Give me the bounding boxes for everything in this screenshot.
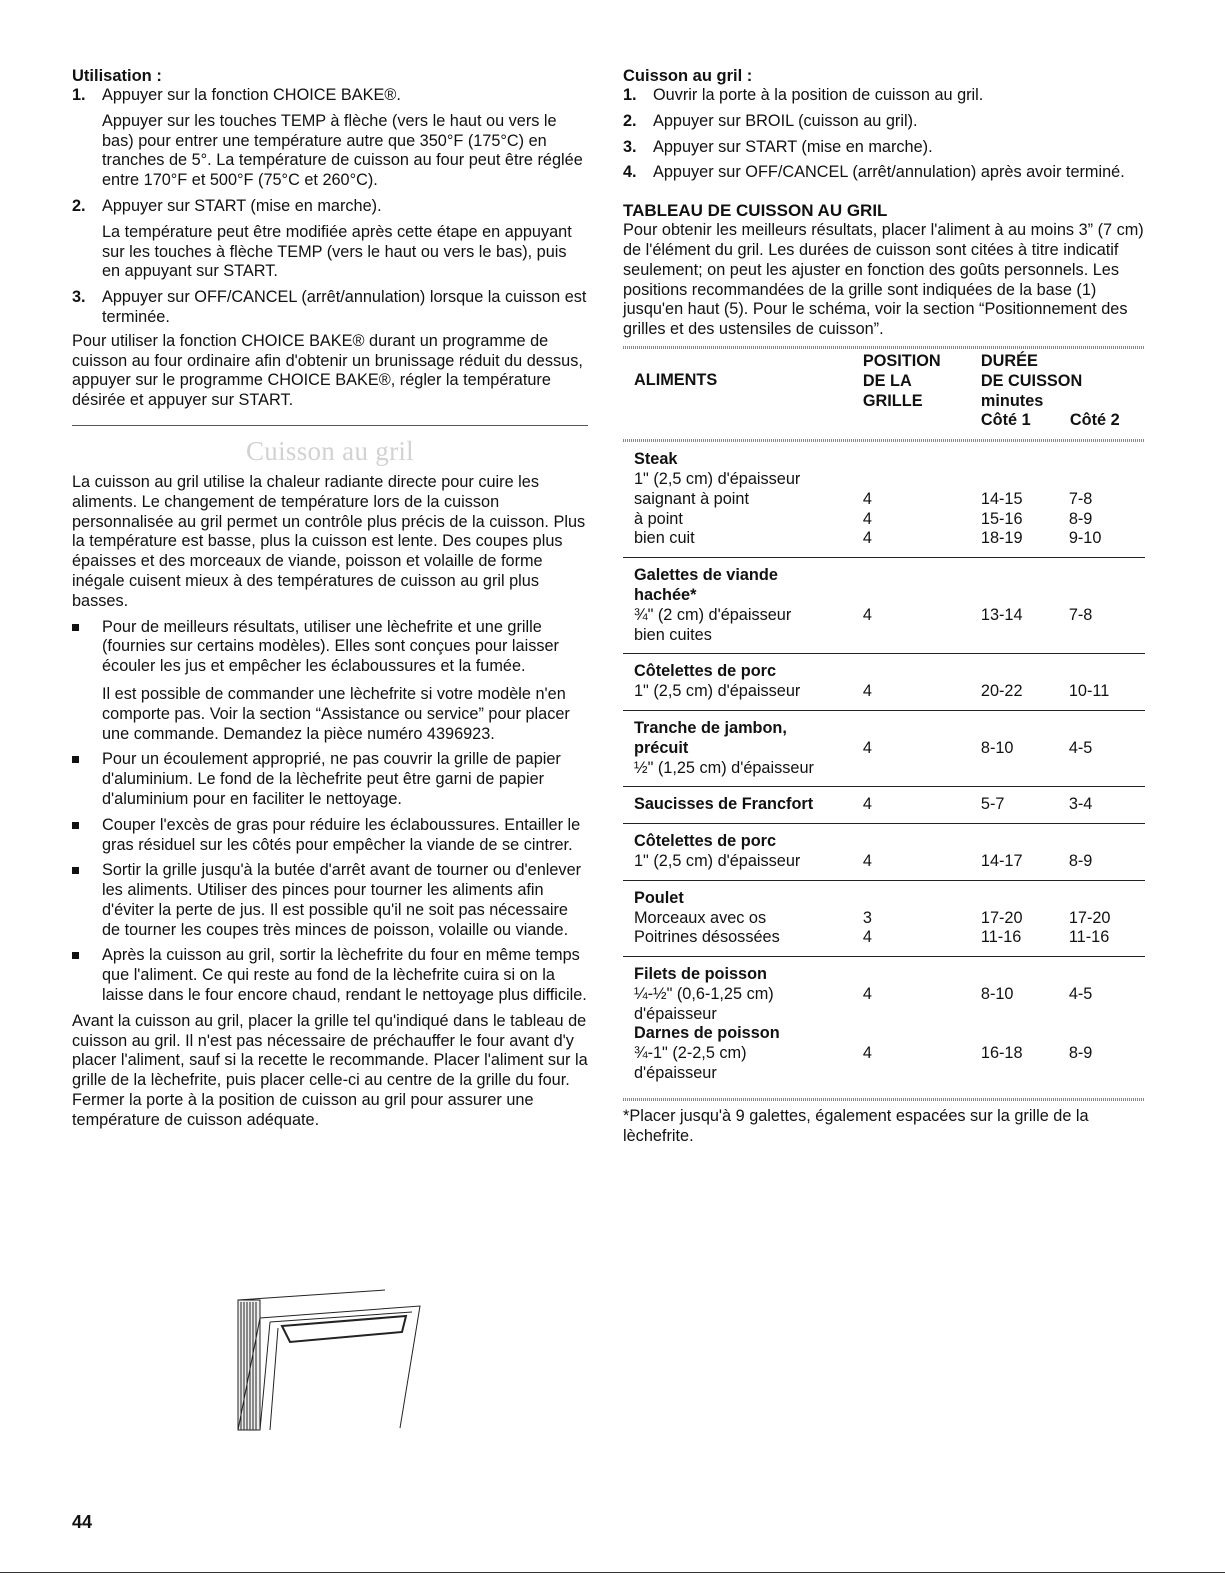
table-line: ½" (1,25 cm) d'épaisseur: [634, 758, 814, 777]
table-line: [981, 450, 1069, 470]
side2-cell: [1069, 957, 1145, 1092]
table-body: [623, 442, 1145, 1092]
usage-step: [72, 197, 588, 282]
table-line: [1069, 450, 1145, 470]
step-text: Appuyer sur BROIL (cuisson au gril).: [653, 111, 918, 130]
table-line: Poulet: [634, 888, 684, 907]
table-line: ¼-½" (0,6-1,25 cm): [634, 984, 774, 1003]
usage-steps: [72, 86, 588, 328]
table-line: [981, 470, 1069, 490]
header-food: ALIMENTS: [634, 370, 718, 389]
table-line: 7-8: [1068, 605, 1093, 624]
tip-text: Sortir la grille jusqu'à la butée d'arrêt avant de tourner ou d'enlever les aliments. Utiliser des pinces pour tourner les aliments afin d'éviter la perte de jus. Il est possible qu'il ne soit pas nécessaire de tourner les coupes très minces de poisson, volaille ou viande.: [102, 861, 582, 939]
step-text: Appuyer sur START (mise en marche).: [102, 196, 382, 215]
table-line: saignant à point: [634, 489, 749, 508]
table-line: 20-22: [980, 682, 1023, 701]
table-line: [1069, 566, 1145, 586]
table-line: 17-20: [1068, 908, 1111, 927]
step-number: 2.: [623, 111, 637, 130]
table-line: Darnes de poisson: [634, 1024, 780, 1043]
table-line: bien cuites: [634, 625, 712, 644]
table-line: 4: [862, 984, 872, 1003]
table-title: TABLEAU DE CUISSON AU GRIL: [623, 201, 888, 221]
table-line: 8-10: [980, 984, 1014, 1003]
step-text: Appuyer sur la fonction CHOICE BAKE®.: [102, 86, 401, 104]
table-line: 15-16: [980, 509, 1023, 528]
broil-steps: [623, 86, 1145, 183]
broil-table: [623, 349, 1145, 1092]
table-line: 4: [862, 928, 872, 947]
table-line: [981, 832, 1069, 852]
table-line: 16-18: [980, 1044, 1023, 1063]
table-line: à point: [634, 509, 683, 528]
position-cell: [863, 787, 981, 824]
table-line: 7-8: [1068, 489, 1093, 508]
side1-cell: [981, 824, 1069, 881]
table-line: [1069, 662, 1145, 682]
table-line: 4-5: [1068, 738, 1093, 757]
usage-step: [72, 288, 588, 328]
table-line: [863, 965, 981, 985]
header-duration-line: DURÉE: [980, 351, 1038, 370]
page-bottom-rule: [0, 1572, 1225, 1573]
bullet-square-icon: [72, 756, 79, 763]
table-line: [863, 626, 981, 646]
tip-text: Couper l'excès de gras pour réduire les éclaboussures. Entailler le gras résiduel sur les côtés pour empêcher la viande de se cintrer.: [102, 815, 581, 854]
table-line: [863, 566, 981, 586]
table-line: [863, 586, 981, 606]
step-detail: La température peut être modifiée après cette étape en appuyant sur les touches à flèche TEMP (vers le haut ou vers le bas), puis en appuyant sur START.: [102, 222, 572, 281]
table-line: [863, 719, 981, 739]
table-line: [863, 450, 981, 470]
food-cell: [623, 880, 863, 956]
table-line: Côtelettes de porc: [634, 662, 777, 681]
usage-paragraph: Pour utiliser la fonction CHOICE BAKE® durant un programme de cuisson au four ordinaire afin d'obtenir un brunissage réduit du dessus, appuyer sur le programme CHOICE BAKE®, régler la température désirée et appuyer sur START.: [72, 331, 583, 410]
oven-door-illustration: [230, 1288, 430, 1438]
position-cell: [863, 654, 981, 711]
side2-cell: [1069, 787, 1145, 824]
food-group-row: [623, 558, 1145, 654]
tip-item: [72, 946, 588, 1005]
position-cell: [863, 824, 981, 881]
table-line: [981, 586, 1069, 606]
table-line: [1069, 586, 1145, 606]
tips-list: [72, 618, 588, 1006]
table-intro: Pour obtenir les meilleurs résultats, placer l'aliment à au moins 3” (7 cm) de l'élément du gril. Les durées de cuisson sont citées à titre indicatif seulement; on peut les ajuster en fonction des goûts personnels. Les positions recommandées de la grille sont indiquées de la base (1) jusqu'en haut (5). Pour le schéma, voir la section “Positionnement des grilles et des ustensiles de cuisson”.: [623, 221, 1144, 339]
table-line: Galettes de viande: [634, 566, 778, 585]
header-side-1: Côté 1: [980, 411, 1031, 430]
table-line: [1069, 1064, 1145, 1084]
section-title: Cuisson au gril: [245, 435, 414, 466]
broil-step: [623, 138, 1145, 158]
side2-cell: [1069, 710, 1145, 786]
table-line: 1" (2,5 cm) d'épaisseur: [634, 682, 801, 701]
header-position-line: GRILLE: [862, 391, 923, 410]
bullet-square-icon: [72, 624, 79, 631]
table-line: 3: [862, 908, 872, 927]
side2-cell: [1069, 558, 1145, 654]
side1-cell: [981, 442, 1069, 557]
table-line: [981, 719, 1069, 739]
position-cell: [863, 558, 981, 654]
side2-cell: [1069, 654, 1145, 711]
food-group-row: [623, 710, 1145, 786]
left-column: [72, 66, 588, 1131]
broil-step: [623, 163, 1145, 183]
table-line: Côtelettes de porc: [634, 832, 777, 851]
position-cell: [863, 880, 981, 956]
table-line: hachée*: [634, 585, 697, 604]
bullet-square-icon: [72, 867, 79, 874]
page-number: 44: [72, 1512, 93, 1532]
side2-cell: [1069, 824, 1145, 881]
tip-item: [72, 750, 588, 809]
step-text: Appuyer sur START (mise en marche).: [653, 137, 933, 156]
table-line: 4: [862, 738, 872, 757]
table-line: 1" (2,5 cm) d'épaisseur: [634, 469, 801, 488]
table-line: [981, 889, 1069, 909]
broil-step: [623, 86, 1145, 106]
table-line: [981, 1005, 1069, 1025]
table-line: 4: [862, 605, 872, 624]
table-line: [981, 626, 1069, 646]
table-line: 1" (2,5 cm) d'épaisseur: [634, 851, 801, 870]
table-line: 8-9: [1068, 851, 1093, 870]
food-cell: [623, 442, 863, 557]
bullet-square-icon: [72, 952, 79, 959]
food-cell: [623, 710, 863, 786]
table-line: 14-17: [980, 851, 1023, 870]
header-duration-line: minutes: [980, 391, 1044, 410]
table-line: [1069, 759, 1145, 779]
table-line: 17-20: [980, 908, 1023, 927]
table-line: précuit: [634, 738, 689, 757]
side1-cell: [981, 880, 1069, 956]
step-number: 1.: [623, 86, 637, 104]
table-line: Filets de poisson: [634, 965, 767, 984]
table-line: [863, 832, 981, 852]
section-divider: [72, 425, 588, 426]
broil-intro: La cuisson au gril utilise la chaleur radiante directe pour cuire les aliments. Le changement de température lors de la cuisson personnalisée au gril permet un contrôle plus précis de la cuisson. Plus la température est basse, plus la cuisson est lente. Des coupes plus épaisses et des morceaux de viande, poisson et volaille de forme inégale cuisent mieux à des températures de cuisson au gril plus basses.: [72, 472, 586, 610]
table-line: 10-11: [1068, 682, 1110, 701]
step-number: 4.: [623, 163, 637, 182]
table-line: Poitrines désossées: [634, 928, 780, 947]
food-cell: [623, 824, 863, 881]
table-line: 4: [862, 529, 872, 548]
step-detail: Appuyer sur les touches TEMP à flèche (vers le haut ou vers le bas) pour entrer une température autre que 350°F (175°C) en tranches de 5°. La température de cuisson au four peut être réglée entre 170°F et 500°F (75°C et 260°C).: [102, 111, 583, 190]
table-line: 14-15: [980, 489, 1023, 508]
table-line: 4-5: [1068, 984, 1093, 1003]
table-line: 4: [862, 1044, 872, 1063]
dotted-rule: [623, 1098, 1145, 1101]
step-number: 3.: [623, 137, 637, 156]
table-line: 4: [862, 509, 872, 528]
table-line: 8-9: [1068, 509, 1093, 528]
food-group-row: [623, 442, 1145, 557]
table-line: ¾-1" (2-2,5 cm): [634, 1044, 747, 1063]
side2-cell: [1069, 442, 1145, 557]
header-duration-line: DE CUISSON: [980, 371, 1083, 390]
table-line: [981, 1024, 1069, 1044]
side2-cell: [1069, 880, 1145, 956]
table-header-row: [623, 349, 1145, 431]
table-line: [863, 1005, 981, 1025]
table-line: Tranche de jambon,: [634, 718, 787, 737]
table-line: [1069, 889, 1145, 909]
table-line: [1069, 832, 1145, 852]
bullet-square-icon: [72, 822, 79, 829]
closing-paragraph: Avant la cuisson au gril, placer la grille tel qu'indiqué dans le tableau de cuisson au gril. Il n'est pas nécessaire de préchauffer le four avant d'y placer l'aliment, sauf si la recette le recommande. Placer l'aliment sur la grille de la lèchefrite, puis placer celle-ci au centre de la grille du four. Fermer la porte à la position de cuisson au gril pour assurer une température de cuisson adéquate.: [72, 1011, 588, 1129]
table-footnote: *Placer jusqu'à 9 galettes, également espacées sur la grille de la lèchefrite.: [623, 1106, 1089, 1145]
table-line: 11-16: [1068, 928, 1110, 947]
food-group-row: [623, 880, 1145, 956]
table-line: 4: [862, 489, 872, 508]
table-line: bien cuit: [634, 529, 695, 548]
usage-heading: Utilisation :: [72, 67, 162, 85]
food-group-row: [623, 824, 1145, 881]
table-line: 8-10: [980, 738, 1014, 757]
tip-detail: Il est possible de commander une lèchefrite si votre modèle n'en comporte pas. Voir la section “Assistance ou service” pour placer une commande. Demandez la pièce numéro 4396923.: [102, 684, 570, 743]
table-line: [981, 1064, 1069, 1084]
table-line: 8-9: [1068, 1044, 1093, 1063]
table-line: 18-19: [980, 529, 1023, 548]
header-side-2: Côté 2: [1069, 411, 1120, 430]
broil-step: [623, 112, 1145, 132]
food-cell: [623, 787, 863, 824]
usage-step: [72, 86, 588, 191]
table-line: 5-7: [980, 795, 1005, 814]
step-text: Appuyer sur OFF/CANCEL (arrêt/annulation) lorsque la cuisson est terminée.: [102, 288, 587, 326]
header-position: [863, 349, 981, 431]
tip-item: [72, 618, 588, 745]
table-line: [1069, 470, 1145, 490]
table-line: d'épaisseur: [634, 1004, 717, 1023]
tip-text: Pour un écoulement approprié, ne pas couvrir la grille de papier d'aluminium. Le fond de la lèchefrite peut être garni de papier d'aluminium pour en faciliter le nettoyage.: [102, 750, 561, 808]
header-duration: [981, 349, 1145, 431]
header-sides: [981, 411, 1145, 431]
tip-text: Pour de meilleurs résultats, utiliser une lèchefrite et une grille (fournies sur certains modèles). Elles sont conçues pour laisser écouler les jus et empêcher les éclaboussures et la fumée.: [102, 617, 559, 676]
side1-cell: [981, 710, 1069, 786]
step-number: 3.: [72, 288, 86, 307]
position-cell: [863, 710, 981, 786]
table-line: 4: [862, 851, 872, 870]
table-line: [981, 759, 1069, 779]
food-group-row: [623, 957, 1145, 1092]
right-column: [623, 66, 1145, 1146]
table-line: 9-10: [1068, 529, 1102, 548]
header-position-line: DE LA: [862, 371, 912, 390]
food-group-row: [623, 654, 1145, 711]
step-number: 2.: [72, 196, 86, 215]
table-line: [1069, 626, 1145, 646]
table-line: [863, 889, 981, 909]
table-line: Saucisses de Francfort: [634, 795, 814, 814]
table-line: [1069, 719, 1145, 739]
table-line: 11-16: [980, 928, 1022, 947]
table-line: Morceaux avec os: [634, 908, 767, 927]
table-line: d'épaisseur: [634, 1064, 717, 1083]
food-cell: [623, 558, 863, 654]
header-position-line: POSITION: [862, 351, 941, 370]
step-text: Appuyer sur OFF/CANCEL (arrêt/annulation) après avoir terminé.: [653, 163, 1125, 182]
table-line: 4: [862, 682, 872, 701]
table-line: [863, 662, 981, 682]
table-line: [863, 1064, 981, 1084]
step-text: Ouvrir la porte à la position de cuisson au gril.: [653, 86, 984, 104]
side1-cell: [981, 558, 1069, 654]
table-line: [863, 1024, 981, 1044]
table-line: 3-4: [1068, 795, 1093, 814]
table-line: [863, 759, 981, 779]
table-line: [1069, 965, 1145, 985]
tip-text: Après la cuisson au gril, sortir la lèchefrite du four en même temps que l'aliment. Ce qui reste au fond de la lèchefrite cuira si on la laisse dans le four encore chaud, rendant le nettoyage plus difficile.: [102, 946, 587, 1005]
side1-cell: [981, 654, 1069, 711]
table-line: [981, 662, 1069, 682]
food-cell: [623, 654, 863, 711]
table-line: [1069, 1005, 1145, 1025]
food-cell: [623, 957, 863, 1092]
table-line: [863, 470, 981, 490]
step-number: 1.: [72, 86, 86, 104]
side1-cell: [981, 787, 1069, 824]
position-cell: [863, 442, 981, 557]
table-line: 4: [862, 795, 872, 814]
food-group-row: [623, 787, 1145, 824]
tip-item: [72, 816, 588, 856]
table-line: ¾" (2 cm) d'épaisseur: [634, 605, 792, 624]
tip-item: [72, 861, 588, 940]
position-cell: [863, 957, 981, 1092]
table-line: [1069, 1024, 1145, 1044]
table-line: [981, 965, 1069, 985]
table-line: Steak: [634, 450, 678, 469]
broil-heading: Cuisson au gril :: [623, 67, 753, 85]
table-line: [981, 566, 1069, 586]
side1-cell: [981, 957, 1069, 1092]
table-line: 13-14: [980, 605, 1023, 624]
